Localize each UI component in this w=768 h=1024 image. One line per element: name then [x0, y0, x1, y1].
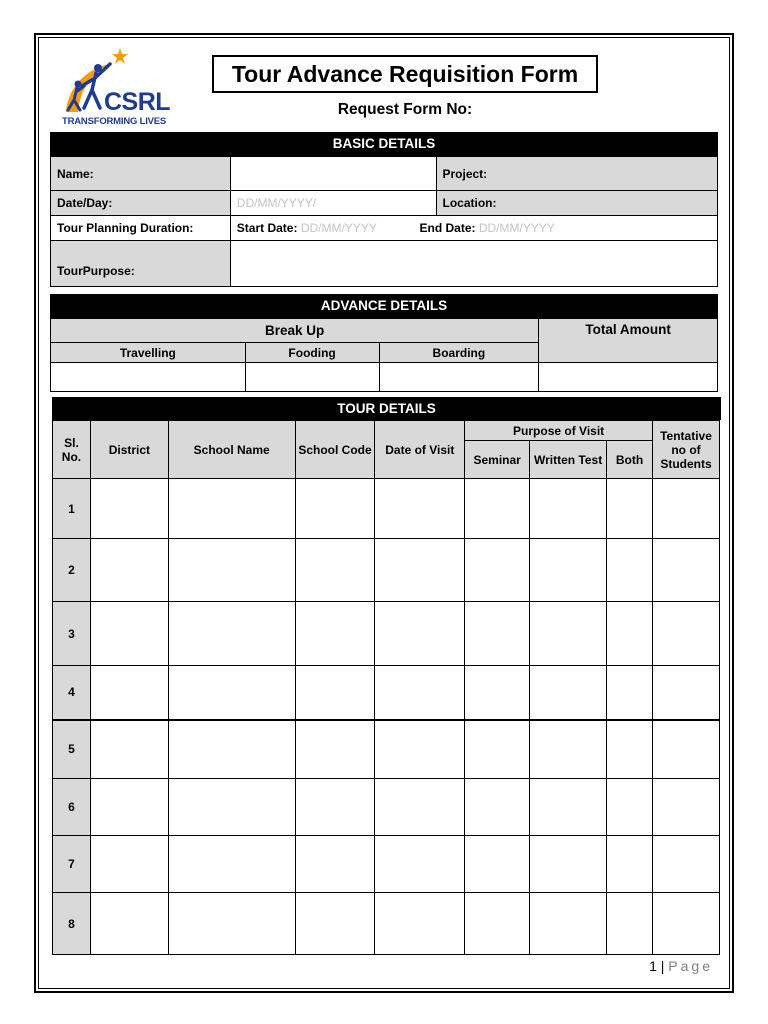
boarding-label: Boarding: [379, 343, 539, 363]
form-title: Tour Advance Requisition Form: [212, 55, 598, 93]
tour-row-tentative-students-cell[interactable]: [652, 779, 719, 836]
tour-row-district-cell[interactable]: [90, 479, 168, 539]
logo-tagline: TRANSFORMING LIVES: [62, 116, 167, 127]
date-label: Date/Day:: [51, 191, 231, 216]
tour-row-school-name-cell[interactable]: [168, 479, 295, 539]
tour-row-date-of-visit-cell[interactable]: [375, 893, 465, 955]
tour-row-district-cell[interactable]: [90, 602, 168, 666]
tour-row-tentative-students-cell[interactable]: [652, 539, 719, 602]
tour-row-both-cell[interactable]: [607, 720, 653, 779]
tour-row-tentative-students-cell[interactable]: [652, 720, 719, 779]
tour-row-seminar-cell[interactable]: [465, 720, 530, 779]
duration-field[interactable]: [230, 216, 717, 241]
tour-row-seminar-cell[interactable]: [465, 602, 530, 666]
tour-row-sl-no: 2: [53, 539, 91, 602]
purpose-label: TourPurpose:: [51, 241, 231, 287]
tour-row-school-name-cell[interactable]: [168, 539, 295, 602]
tour-row-sl-no: 1: [53, 479, 91, 539]
tour-row-written-test-cell[interactable]: [530, 836, 607, 893]
tour-row-district-cell[interactable]: [90, 666, 168, 720]
purpose-field[interactable]: [230, 241, 717, 287]
csrl-logo: [58, 46, 178, 130]
tour-row-district-cell[interactable]: [90, 836, 168, 893]
tour-row-district-cell[interactable]: [90, 720, 168, 779]
tour-row-date-of-visit-cell[interactable]: [375, 836, 465, 893]
tour-row-seminar-cell[interactable]: [465, 666, 530, 720]
tour-row: [53, 893, 720, 955]
tour-row-school-code-cell[interactable]: [295, 479, 375, 539]
tour-row-sl-no: 6: [53, 779, 91, 836]
page-number: 1: [649, 958, 657, 974]
tour-details-heading: TOUR DETAILS: [52, 397, 721, 420]
fooding-amount-field[interactable]: [245, 363, 379, 392]
tour-row-both-cell[interactable]: [607, 602, 653, 666]
boarding-amount-field[interactable]: [379, 363, 539, 392]
advance-details-table: [50, 318, 718, 392]
both-header: Both: [607, 441, 653, 479]
tour-row-seminar-cell[interactable]: [465, 479, 530, 539]
tour-row-date-of-visit-cell[interactable]: [375, 779, 465, 836]
page-label: Page: [668, 958, 713, 974]
tour-row-both-cell[interactable]: [607, 479, 653, 539]
total-amount-label: Total Amount: [539, 319, 718, 363]
tour-row-date-of-visit-cell[interactable]: [375, 666, 465, 720]
tour-row-tentative-students-cell[interactable]: [652, 836, 719, 893]
duration-label: Tour Planning Duration:: [51, 216, 231, 241]
tour-row-district-cell[interactable]: [90, 539, 168, 602]
tour-row: [53, 602, 720, 666]
date-placeholder: DD/MM/YYYY/: [236, 196, 317, 210]
break-up-label: Break Up: [51, 319, 539, 343]
tour-row-school-code-cell[interactable]: [295, 539, 375, 602]
tour-row-written-test-cell[interactable]: [530, 479, 607, 539]
project-field[interactable]: [436, 157, 718, 191]
tour-row: [53, 479, 720, 539]
tour-row-tentative-students-cell[interactable]: [652, 666, 719, 720]
end-date-label: End Date:: [419, 221, 476, 235]
tour-row-school-code-cell[interactable]: [295, 602, 375, 666]
tour-row-school-name-cell[interactable]: [168, 779, 295, 836]
end-date-placeholder: DD/MM/YYYY: [478, 221, 555, 235]
tour-row-sl-no: 5: [53, 720, 91, 779]
tour-row-school-code-cell[interactable]: [295, 779, 375, 836]
tour-row-school-name-cell[interactable]: [168, 720, 295, 779]
tour-row-sl-no: 8: [53, 893, 91, 955]
tour-row-date-of-visit-cell[interactable]: [375, 539, 465, 602]
tour-row: [53, 779, 720, 836]
tour-row-school-code-cell[interactable]: [295, 836, 375, 893]
tour-row-written-test-cell[interactable]: [530, 720, 607, 779]
tour-row-written-test-cell[interactable]: [530, 779, 607, 836]
basic-details-heading: BASIC DETAILS: [50, 132, 718, 156]
travelling-amount-field[interactable]: [51, 363, 246, 392]
advance-details-heading: ADVANCE DETAILS: [50, 294, 718, 318]
tour-row-sl-no: 7: [53, 836, 91, 893]
tour-row-written-test-cell[interactable]: [530, 602, 607, 666]
district-header: District: [90, 421, 168, 479]
tour-row-date-of-visit-cell[interactable]: [375, 602, 465, 666]
purpose-of-visit-header: Purpose of Visit: [465, 421, 653, 441]
seminar-header: Seminar: [465, 441, 530, 479]
basic-details-table: [50, 156, 718, 287]
tour-row-both-cell[interactable]: [607, 539, 653, 602]
start-date-label: Start Date:: [236, 221, 298, 235]
tour-row-both-cell[interactable]: [607, 893, 653, 955]
date-field[interactable]: [230, 191, 436, 216]
tour-row-district-cell[interactable]: [90, 893, 168, 955]
written-test-header: Written Test: [530, 441, 607, 479]
tour-row-school-code-cell[interactable]: [295, 720, 375, 779]
tour-details-table: [52, 420, 720, 955]
tour-row-seminar-cell[interactable]: [465, 539, 530, 602]
tour-row: [53, 836, 720, 893]
tour-row-tentative-students-cell[interactable]: [652, 602, 719, 666]
project-label: Project:: [442, 166, 488, 181]
tour-row-school-code-cell[interactable]: [295, 666, 375, 720]
location-field[interactable]: [436, 191, 718, 216]
tour-row: [53, 720, 720, 779]
tour-row-seminar-cell[interactable]: [465, 893, 530, 955]
name-field[interactable]: [230, 157, 436, 191]
fooding-label: Fooding: [245, 343, 379, 363]
tour-row-written-test-cell[interactable]: [530, 539, 607, 602]
tentative-students-header: Tentative no of Students: [652, 421, 719, 479]
tour-row-school-name-cell[interactable]: [168, 836, 295, 893]
tour-row: [53, 539, 720, 602]
tour-row-both-cell[interactable]: [607, 779, 653, 836]
tour-row-date-of-visit-cell[interactable]: [375, 720, 465, 779]
sl-no-header: Sl. No.: [53, 421, 91, 479]
logo-name: CSRL: [104, 88, 171, 116]
name-label: Name:: [51, 157, 231, 191]
tour-row-sl-no: 3: [53, 602, 91, 666]
school-code-header: School Code: [295, 421, 375, 479]
tour-row-both-cell[interactable]: [607, 666, 653, 720]
location-label: Location:: [442, 196, 497, 210]
tour-row-tentative-students-cell[interactable]: [652, 479, 719, 539]
tour-row-written-test-cell[interactable]: [530, 893, 607, 955]
school-name-header: School Name: [168, 421, 295, 479]
page-footer: [649, 958, 713, 974]
tour-row: [53, 666, 720, 720]
tour-row-school-name-cell[interactable]: [168, 893, 295, 955]
tour-row-seminar-cell[interactable]: [465, 779, 530, 836]
tour-row-school-code-cell[interactable]: [295, 893, 375, 955]
tour-row-tentative-students-cell[interactable]: [652, 893, 719, 955]
start-date-placeholder: DD/MM/YYYY: [300, 221, 377, 235]
travelling-label: Travelling: [51, 343, 246, 363]
tour-row-written-test-cell[interactable]: [530, 666, 607, 720]
tour-row-seminar-cell[interactable]: [465, 836, 530, 893]
tour-row-both-cell[interactable]: [607, 836, 653, 893]
tour-row-school-name-cell[interactable]: [168, 602, 295, 666]
tour-row-date-of-visit-cell[interactable]: [375, 479, 465, 539]
request-form-no-label: Request Form No:: [337, 101, 473, 118]
tour-row-district-cell[interactable]: [90, 779, 168, 836]
tour-row-school-name-cell[interactable]: [168, 666, 295, 720]
tour-row-sl-no: 4: [53, 666, 91, 720]
date-of-visit-header: Date of Visit: [375, 421, 465, 479]
total-amount-field[interactable]: [539, 363, 718, 392]
page-separator: |: [660, 958, 665, 974]
